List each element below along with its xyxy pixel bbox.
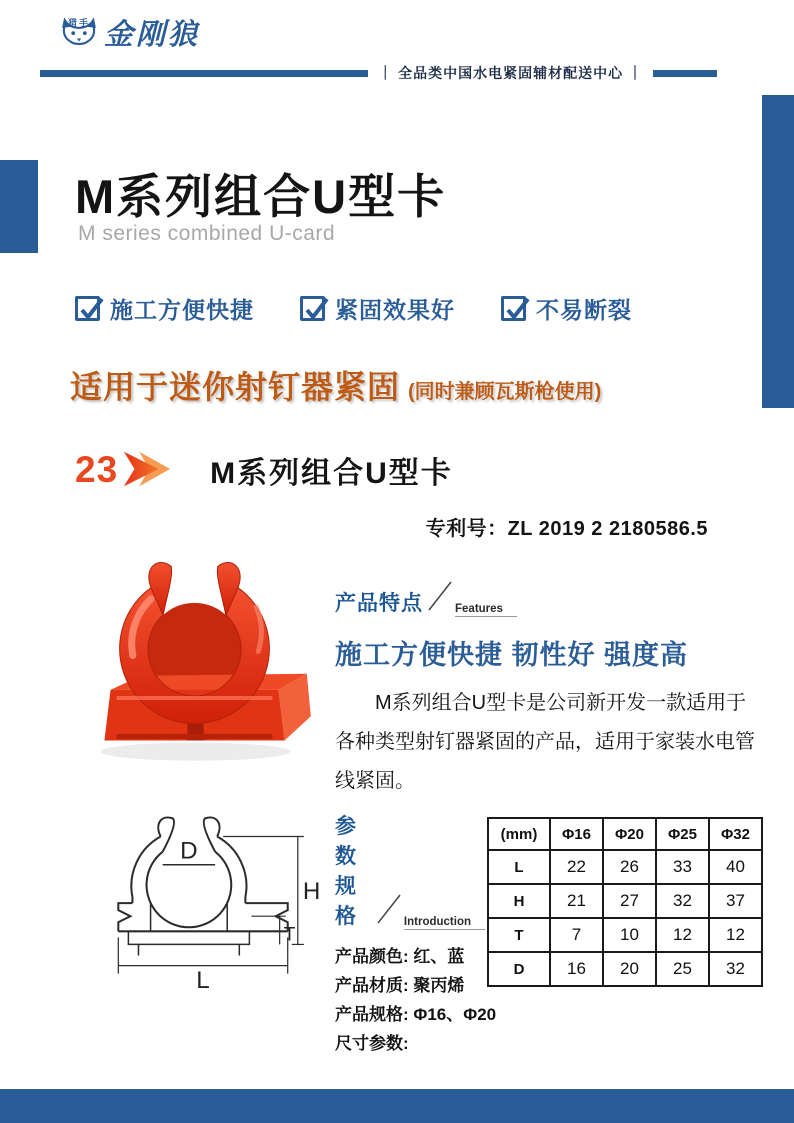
feature-checklist bbox=[75, 292, 632, 325]
size-table-cell: 32 bbox=[656, 884, 709, 918]
right-accent-bar bbox=[762, 95, 794, 408]
check-label: 不易断裂 bbox=[536, 297, 632, 323]
double-chevron-icon bbox=[122, 451, 172, 492]
size-table-cell: 37 bbox=[709, 884, 762, 918]
logo-name: 金刚狼 bbox=[104, 17, 201, 51]
slash-divider bbox=[376, 893, 402, 930]
header-rule-left bbox=[40, 70, 368, 77]
specs-heading bbox=[335, 810, 485, 930]
brand-logo bbox=[60, 14, 200, 51]
check-item bbox=[300, 292, 455, 325]
size-table-row bbox=[488, 952, 762, 986]
product-index-name: M系列组合U型卡 bbox=[210, 457, 453, 490]
dimension-drawing bbox=[80, 796, 322, 995]
drawing-label-h: H bbox=[302, 878, 321, 906]
usage-highlight-note: (同时兼顾瓦斯枪使用) bbox=[408, 381, 602, 403]
size-table-cell: 33 bbox=[656, 850, 709, 884]
size-table-dim-header: H bbox=[488, 884, 550, 918]
features-slogan: 施工方便快捷 韧性好 强度高 bbox=[335, 640, 689, 670]
spec-lines bbox=[335, 942, 497, 1058]
drawing-label-l: L bbox=[196, 966, 210, 990]
checkbox-checked-icon bbox=[501, 296, 526, 321]
size-table-cell: 21 bbox=[550, 884, 603, 918]
size-table-cell: 32 bbox=[709, 952, 762, 986]
size-table-row bbox=[488, 850, 762, 884]
check-label: 紧固效果好 bbox=[335, 297, 455, 323]
size-table-cell: 22 bbox=[550, 850, 603, 884]
usage-highlight-main: 适用于迷你射钉器紧固 bbox=[70, 369, 401, 405]
drawing-label-d: D bbox=[180, 837, 198, 865]
size-table-col-header: Φ16 bbox=[550, 818, 603, 850]
checkbox-checked-icon bbox=[75, 296, 100, 321]
size-table-col-header: Φ32 bbox=[709, 818, 762, 850]
usage-highlight bbox=[70, 362, 601, 408]
size-table bbox=[487, 817, 763, 987]
size-table-col-header: Φ20 bbox=[603, 818, 656, 850]
size-table-cell: 12 bbox=[709, 918, 762, 952]
size-table-cell: 40 bbox=[709, 850, 762, 884]
product-index-number: 23 bbox=[75, 449, 119, 490]
spec-line: 产品规格: Φ16、Φ20 bbox=[335, 1005, 497, 1024]
header-rule-right bbox=[653, 70, 717, 77]
logo-mini-text: 猎手 bbox=[68, 18, 91, 28]
drawing-label-t: T bbox=[283, 924, 296, 946]
size-table-cell: 25 bbox=[656, 952, 709, 986]
patent-number: 专利号：ZL 2019 2 2180586.5 bbox=[425, 518, 708, 540]
product-index-row bbox=[75, 448, 453, 492]
features-heading bbox=[335, 580, 765, 617]
title-accent-bar bbox=[0, 160, 38, 253]
spec-line: 产品材质: 聚丙烯 bbox=[335, 976, 465, 995]
bottom-accent-bar bbox=[0, 1089, 794, 1123]
features-section bbox=[335, 580, 765, 801]
size-table-dim-header: T bbox=[488, 918, 550, 952]
size-table-cell: 27 bbox=[603, 884, 656, 918]
check-item bbox=[501, 292, 632, 325]
specs-heading-en: Introduction bbox=[404, 916, 485, 930]
specs-section bbox=[335, 810, 497, 1058]
size-table-header-row bbox=[488, 818, 762, 850]
size-table-cell: 26 bbox=[603, 850, 656, 884]
size-table-cell: 16 bbox=[550, 952, 603, 986]
slash-divider bbox=[427, 580, 453, 617]
size-table-cell: 20 bbox=[603, 952, 656, 986]
features-description: M系列组合U型卡是公司新开发一款适用于各种类型射钉器紧固的产品，适用于家装水电管线紧固。 bbox=[335, 692, 755, 792]
specs-heading-cn: 参数规格 bbox=[335, 815, 357, 928]
size-table-dim-header: D bbox=[488, 952, 550, 986]
features-heading-cn: 产品特点 bbox=[335, 592, 423, 615]
check-item bbox=[75, 292, 254, 325]
size-table-row bbox=[488, 884, 762, 918]
size-table-row bbox=[488, 918, 762, 952]
size-table-cell: 12 bbox=[656, 918, 709, 952]
features-heading-en: Features bbox=[455, 603, 517, 617]
size-table-cell: 10 bbox=[603, 918, 656, 952]
header-tagline: ｜ 全品类中国水电紧固辅材配送中心 ｜ bbox=[378, 65, 643, 81]
page-subtitle: M series combined U-card bbox=[78, 222, 336, 245]
spec-line: 尺寸参数: bbox=[335, 1034, 409, 1053]
checkbox-checked-icon bbox=[300, 296, 325, 321]
spec-line: 产品颜色: 红、蓝 bbox=[335, 947, 465, 966]
size-table-dim-header: L bbox=[488, 850, 550, 884]
check-label: 施工方便快捷 bbox=[110, 297, 254, 323]
size-table-cell: 7 bbox=[550, 918, 603, 952]
header-rule bbox=[40, 60, 717, 86]
product-photo bbox=[66, 546, 324, 769]
page-title: M系列组合U型卡 bbox=[75, 170, 447, 223]
size-table-unit-header: (mm) bbox=[488, 818, 550, 850]
size-table-col-header: Φ25 bbox=[656, 818, 709, 850]
